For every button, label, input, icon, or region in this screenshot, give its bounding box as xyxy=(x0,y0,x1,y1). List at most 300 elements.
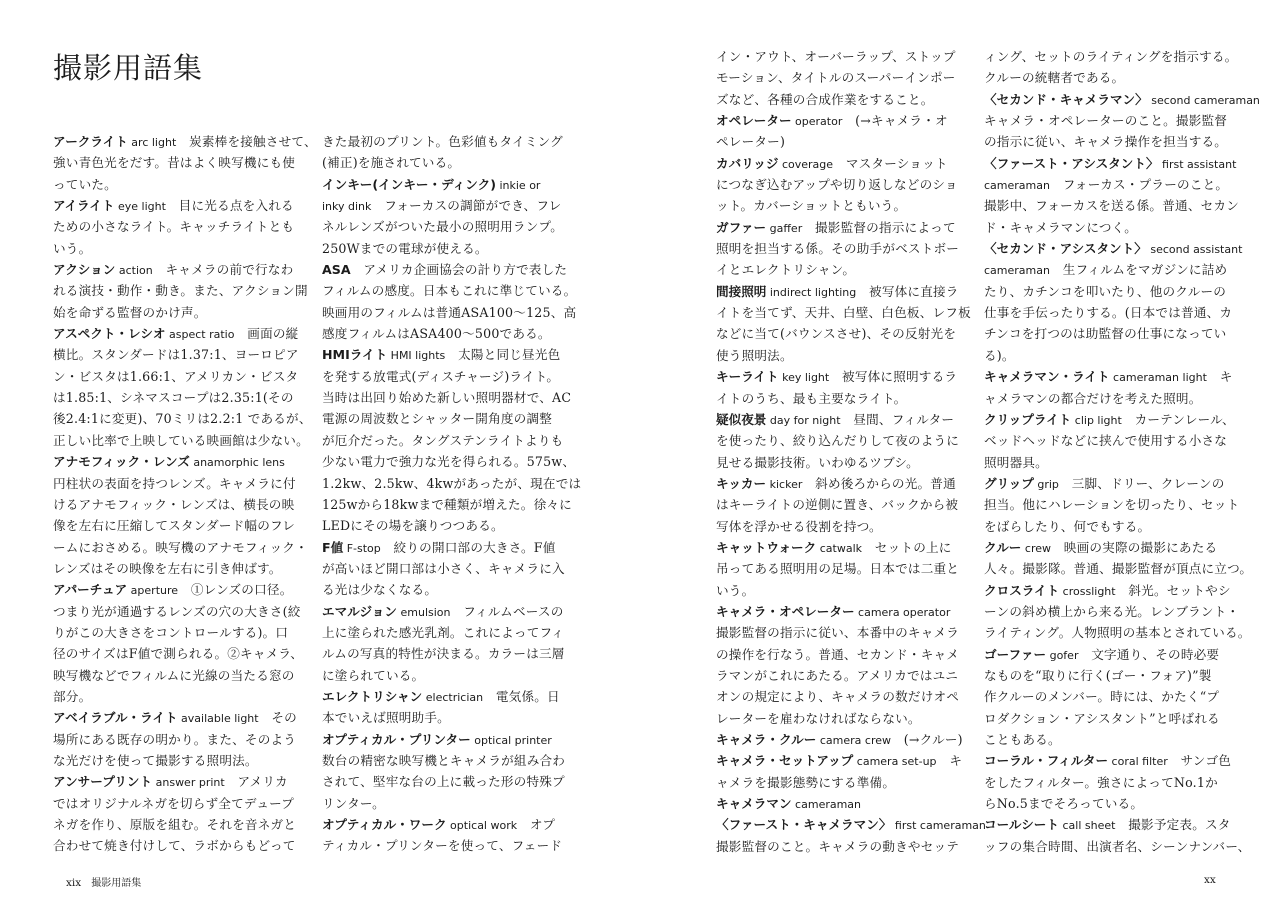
term-heading: エマルジョン xyxy=(322,603,397,619)
definition-text: 数台の精密な映写機とキャメラが組み合わ xyxy=(322,752,566,768)
text-line xyxy=(53,793,305,814)
text-line xyxy=(322,451,574,472)
term-heading: 間接照明 xyxy=(716,283,767,299)
text-line xyxy=(984,793,1236,814)
definition-text: 撮影監督の指示によって xyxy=(802,219,956,235)
term-heading: アンサープリント xyxy=(53,774,153,790)
definition-text: セットの上に xyxy=(862,539,952,555)
text-line xyxy=(984,772,1236,793)
term-english: grip xyxy=(1033,477,1059,491)
term-english: camera operator xyxy=(854,605,951,619)
definition-text: 絞りの開口部の大きさ。F値 xyxy=(380,539,556,555)
term-english: F-stop xyxy=(343,541,381,555)
definition-text: ャメラマンの都合だけを考えた照明。 xyxy=(984,390,1202,406)
term-heading: 疑似夜景 xyxy=(716,411,767,427)
glossary-column-1 xyxy=(53,131,317,857)
text-line xyxy=(53,387,305,408)
text-line xyxy=(716,217,968,238)
text-line xyxy=(322,259,574,280)
text-line xyxy=(322,387,574,408)
term-heading: グリップ xyxy=(984,475,1034,491)
term-heading: 〈ファースト・アシスタント〉 xyxy=(984,155,1159,171)
term-heading: ゴーファー xyxy=(984,646,1047,662)
definition-text: きた最初のプリント。色彩値もタイミング xyxy=(322,134,563,149)
definition-text: 径のサイズはF値で測られる。②キャメラ、 xyxy=(53,646,304,662)
text-line xyxy=(53,344,305,365)
definition-text: 照明を担当する係。その助手がベストボー xyxy=(716,241,960,257)
definition-text: イとエレクトリシャン。 xyxy=(716,262,856,278)
page-title: 撮影用語集 xyxy=(53,51,204,85)
definition-text: をしたフィルター。強さによってNo.1か xyxy=(984,774,1218,790)
text-line xyxy=(322,430,574,451)
definition-text: 上に塗られた感光乳剤。これによってフィ xyxy=(322,624,565,640)
definition-text: フィルムベースの xyxy=(450,603,564,619)
text-line xyxy=(984,708,1236,729)
term-heading: F値 xyxy=(322,539,344,555)
text-line xyxy=(53,473,305,494)
definition-text: 電気係。日 xyxy=(483,688,560,704)
definition-text: を使ったり、絞り込んだりして夜のように xyxy=(716,433,960,449)
text-line xyxy=(716,750,968,771)
text-line xyxy=(716,259,968,280)
definition-text: 後2.4:1に変更)、70ミリは2.2:1 であるが、 xyxy=(53,411,312,427)
term-heading: キャメラ・セットアップ xyxy=(716,753,854,769)
definition-text: こともある。 xyxy=(984,732,1061,747)
definition-text: キャメラの前で行なわ xyxy=(152,262,294,278)
text-line xyxy=(716,195,968,216)
definition-text: アメリカ企画協会の計り方で表した xyxy=(350,262,568,278)
definition-text: クルーの統轄者である。 xyxy=(984,70,1125,86)
definition-text: 昼間、フィルター xyxy=(840,411,955,427)
term-english: crew xyxy=(1021,541,1051,555)
definition-text: フォーカス・プラーのこと。 xyxy=(1049,177,1229,193)
term-heading: キャットウォーク xyxy=(716,539,817,555)
definition-text: 被写体に照明するラ xyxy=(829,369,958,385)
text-line xyxy=(984,110,1236,131)
definition-text: つまり光が通過するレンズの穴の大きさ(絞 xyxy=(53,603,301,619)
term-english: camera crew xyxy=(816,734,891,747)
definition-text: (補正)を施されている。 xyxy=(322,155,461,171)
glossary-column-2 xyxy=(322,131,582,857)
definition-text: オプ xyxy=(517,817,556,832)
definition-text: 始を命ずる監督のかけ声。 xyxy=(53,304,207,320)
text-line xyxy=(716,729,968,750)
definition-text: 少ない電力で強力な光を得られる。575w、 xyxy=(322,454,576,470)
definition-text: 写体を浮かせる役割を持つ。 xyxy=(716,518,882,534)
definition-text: 太陽と同じ昼光色 xyxy=(445,347,561,363)
term-english: call sheet xyxy=(1059,819,1116,833)
term-english: cameraman xyxy=(984,264,1050,278)
text-line xyxy=(322,280,577,301)
definition-text: 炭素棒を接触させて、 xyxy=(176,134,317,149)
definition-text: ーンの斜め横上から来る光。レンブラント・ xyxy=(984,603,1240,619)
term-english: inky dink xyxy=(322,200,372,214)
term-heading: アクション xyxy=(53,262,116,278)
text-line xyxy=(984,836,1251,857)
definition-text: 撮影中、フォーカスを送る係。普通、セカン xyxy=(984,198,1239,214)
text-line xyxy=(53,729,305,750)
text-line xyxy=(53,601,305,622)
definition-text: ット。カバーショットともいう。 xyxy=(716,198,907,214)
text-line xyxy=(716,516,968,537)
text-line xyxy=(984,195,1239,216)
definition-text: 斜め後ろからの光。普通 xyxy=(802,475,956,491)
term-english: gofer xyxy=(1046,648,1079,662)
term-english: action xyxy=(115,264,153,278)
term-heading: アスペクト・レシオ xyxy=(53,326,166,342)
definition-text: につなぎ込むアップや切り返しなどのショ xyxy=(716,177,958,193)
term-heading: キーライト xyxy=(716,369,779,385)
text-line xyxy=(322,494,574,515)
definition-text: リンター。 xyxy=(322,795,385,811)
text-line xyxy=(984,814,1236,835)
text-line xyxy=(984,302,1236,323)
text-line xyxy=(984,153,1236,174)
text-line xyxy=(322,707,574,728)
definition-text: いう。 xyxy=(53,240,92,256)
term-heading: クロスライト xyxy=(984,582,1060,598)
definition-text: をばらしたり、何でもする。 xyxy=(984,518,1151,534)
text-line xyxy=(53,558,305,579)
definition-text: 三脚、ドリー、クレーンの xyxy=(1058,475,1225,491)
term-heading: 〈セカンド・アシスタント〉 xyxy=(984,241,1147,257)
definition-text: キ xyxy=(1206,369,1233,385)
text-line xyxy=(716,644,968,665)
definition-text: 作クルーのメンバー。時には、かたく“プ xyxy=(984,689,1220,705)
text-line xyxy=(53,131,317,152)
definition-text: ラマンがこれにあたる。アメリカではユニ xyxy=(716,667,959,683)
term-english: cameraman xyxy=(984,179,1050,193)
text-line xyxy=(322,558,574,579)
definition-text: キ xyxy=(936,753,963,769)
definition-text: 画面の縦 xyxy=(234,326,299,342)
text-line xyxy=(53,771,305,792)
term-english: emulsion xyxy=(397,605,451,619)
definition-text: 斜光。セットやシ xyxy=(1115,582,1231,598)
text-line xyxy=(322,601,574,622)
definition-text: フォーカスの調節ができ、フレ xyxy=(371,198,562,214)
text-line xyxy=(984,665,1236,686)
definition-text: 人々。撮影隊。普通、撮影監督が頂点に立つ。 xyxy=(984,561,1253,577)
text-line xyxy=(53,451,305,472)
text-line xyxy=(716,409,968,430)
definition-text: キャメラ・オペレーターのこと。撮影監督 xyxy=(984,113,1228,129)
definition-text: 合わせて焼き付けして、ラボからもどって xyxy=(53,838,296,854)
definition-text: 電源の周波数とシャッター開角度の調整 xyxy=(322,411,553,427)
text-line xyxy=(322,835,574,856)
term-heading: コーラル・フィルター xyxy=(984,753,1109,769)
term-heading: エレクトリシャン xyxy=(322,688,423,704)
text-line xyxy=(53,216,305,237)
term-heading: カバリッジ xyxy=(716,155,779,171)
definition-text: 目に光る点を入れる xyxy=(165,198,294,214)
text-line xyxy=(716,494,968,515)
definition-text: オンの規定により、キャメラの数だけオペ xyxy=(716,689,960,705)
definition-text: (→クルー) xyxy=(891,732,963,747)
definition-text: 部分。 xyxy=(53,688,92,704)
definition-text: 映画の実際の撮影にあたる xyxy=(1051,539,1218,555)
text-line xyxy=(984,430,1236,451)
text-line xyxy=(322,302,577,323)
definition-text: ロダクション・アシスタント”と呼ばれる xyxy=(984,710,1220,726)
term-english: HMI lights xyxy=(387,349,446,363)
text-line xyxy=(716,622,968,643)
definition-text: ペレーター) xyxy=(716,134,786,150)
term-english: gaffer xyxy=(766,221,803,235)
definition-text: ための小さなライト。キャッチライトとも xyxy=(53,219,295,235)
term-english: anamorphic lens xyxy=(189,456,285,470)
text-line xyxy=(322,537,574,558)
text-line xyxy=(716,708,968,729)
text-line xyxy=(984,409,1236,430)
text-line xyxy=(53,537,308,558)
definition-text: 文字通り、その時必要 xyxy=(1078,646,1220,662)
text-line xyxy=(53,707,305,728)
glossary-column-3 xyxy=(716,46,986,857)
definition-text: イトを当てず、天井、白壁、白色板、レフ板 xyxy=(716,305,971,321)
definition-text: けるアナモフィック・レンズは、横長の映 xyxy=(53,496,295,512)
text-line xyxy=(984,537,1236,558)
definition-text: ズなど、各種の合成作業をすること。 xyxy=(716,91,934,107)
definition-text: 撮影予定表。スタ xyxy=(1115,817,1231,833)
text-line xyxy=(53,152,305,173)
term-english: clip light xyxy=(1071,413,1122,427)
term-heading: 〈ファースト・キャメラマン〉 xyxy=(716,817,892,833)
definition-text: 被写体に直接ラ xyxy=(856,283,959,299)
text-line xyxy=(716,558,968,579)
text-line xyxy=(322,473,582,494)
page-number-right: xx xyxy=(1204,874,1216,886)
term-heading: ASA xyxy=(322,262,351,278)
definition-text: ッフの集合時間、出演者名、シーンナンバー、 xyxy=(984,838,1251,854)
definition-text: 照明器具。 xyxy=(984,454,1048,470)
text-line xyxy=(322,793,574,814)
text-line xyxy=(984,46,1236,67)
text-line xyxy=(322,131,574,152)
term-english: aspect ratio xyxy=(165,328,235,342)
text-line xyxy=(53,686,305,707)
text-line xyxy=(53,408,312,429)
term-english: cameraman xyxy=(791,798,862,812)
definition-text: の操作を行なう。普通、セカンド・キャメ xyxy=(716,646,960,662)
term-english: first cameraman xyxy=(891,819,986,833)
text-line xyxy=(322,408,574,429)
definition-text: などに当て(バウンスさせ)、その反射光を xyxy=(716,326,957,342)
definition-text: レーターを雇わなければならない。 xyxy=(716,710,921,726)
definition-text: なものを“取りに行く(ゴー・フォア)”製 xyxy=(984,667,1212,683)
definition-text: ライティング。人物照明の基本とされている。 xyxy=(984,625,1251,641)
text-line xyxy=(984,558,1253,579)
definition-text: されて、堅牢な台の上に載った形の特殊プ xyxy=(322,774,565,790)
text-line xyxy=(716,473,968,494)
text-line xyxy=(322,750,574,771)
term-heading: アナモフィック・レンズ xyxy=(53,454,190,470)
definition-text: ン・ビスタは1.66:1、アメリカン・ビスタ xyxy=(53,368,299,384)
definition-text: チンコを打つのは助監督の仕事になってい xyxy=(984,326,1227,342)
text-line xyxy=(984,259,1236,280)
text-line xyxy=(984,366,1236,387)
definition-text: たり、カチンコを叩いたり、他のクルーの xyxy=(984,283,1227,299)
term-heading: クルー xyxy=(984,539,1022,555)
definition-text: 見せる撮影技術。いわゆるツブシ。 xyxy=(716,454,919,470)
definition-text: 感度フィルムはASA400〜500である。 xyxy=(322,326,551,342)
definition-text: 映写機などでフィルムに光線の当たる窓の xyxy=(53,667,295,683)
term-english: coverage xyxy=(778,157,834,171)
definition-text: 生フィルムをマガジンに詰め xyxy=(1049,262,1228,278)
definition-text: イン・アウト、オーバーラップ、ストップ xyxy=(716,49,956,64)
text-line xyxy=(984,323,1236,344)
term-english: eye light xyxy=(114,200,166,214)
page-number-left: xix xyxy=(66,877,82,889)
text-line xyxy=(322,323,574,344)
text-line xyxy=(984,238,1243,259)
term-english: optical printer xyxy=(470,733,552,747)
definition-text: 使う照明法。 xyxy=(716,347,793,363)
definition-text: ベッドヘッドなどに挟んで使用する小さな xyxy=(984,433,1228,449)
text-line xyxy=(53,174,305,195)
definition-text: が高いほど開口部は小さく、キャメラに入 xyxy=(322,560,565,576)
term-english: second cameraman xyxy=(1147,93,1260,107)
text-line xyxy=(322,174,574,195)
text-line xyxy=(716,238,968,259)
text-line xyxy=(322,665,574,686)
definition-text: に塗られている。 xyxy=(322,667,425,683)
text-line xyxy=(322,579,574,600)
text-line xyxy=(716,67,968,88)
text-line xyxy=(716,430,968,451)
definition-text: る光は少なくなる。 xyxy=(322,582,438,598)
text-line xyxy=(984,622,1251,643)
text-line xyxy=(53,494,305,515)
text-line xyxy=(53,259,305,280)
definition-text: 円柱状の表面を持つレンズ。キャメラに付 xyxy=(53,475,296,491)
text-line xyxy=(53,366,305,387)
text-line xyxy=(716,345,968,366)
term-heading: キッカー xyxy=(716,475,767,491)
glossary-column-4 xyxy=(984,46,1260,857)
text-line xyxy=(322,366,574,387)
text-line xyxy=(984,281,1236,302)
definition-text: 横比。スタンダードは1.37:1、ヨーロピア xyxy=(53,347,299,363)
text-line xyxy=(716,814,986,835)
text-line xyxy=(716,601,968,622)
term-english: answer print xyxy=(152,776,225,790)
text-line xyxy=(322,771,574,792)
term-heading: アークライト xyxy=(53,134,128,149)
text-line xyxy=(984,131,1236,152)
text-line xyxy=(322,729,574,750)
definition-text: 像を左右に圧縮してスタンダード幅のフレ xyxy=(53,518,296,534)
text-line xyxy=(53,835,305,856)
text-line xyxy=(984,686,1236,707)
definition-text: 250Wまでの電球が使える。 xyxy=(322,240,488,256)
text-line xyxy=(716,686,968,707)
footer-left xyxy=(66,874,141,889)
term-english: inkie or xyxy=(495,178,541,192)
text-line xyxy=(53,195,305,216)
text-line xyxy=(716,452,968,473)
text-line xyxy=(984,89,1260,110)
text-line xyxy=(53,750,305,771)
text-line xyxy=(322,643,574,664)
text-line xyxy=(716,174,968,195)
text-line xyxy=(716,281,968,302)
definition-text: 正しい比率で上映している映画館は少ない。 xyxy=(53,432,309,448)
definition-text: ではオリジナルネガを切らず全てデュープ xyxy=(53,795,295,811)
term-heading: オペレーター xyxy=(716,113,792,129)
definition-text: いう。 xyxy=(716,582,755,598)
text-line xyxy=(716,89,968,110)
definition-text: の指示に従い、キャメラ操作を担当する。 xyxy=(984,134,1228,150)
definition-text: る)。 xyxy=(984,347,1015,363)
text-line xyxy=(322,152,574,173)
term-heading: ガファー xyxy=(716,219,767,235)
text-line xyxy=(322,344,574,365)
text-line xyxy=(984,217,1236,238)
text-line xyxy=(53,515,305,536)
text-line xyxy=(53,579,305,600)
text-line xyxy=(984,580,1236,601)
text-line xyxy=(984,516,1236,537)
definition-text: っていた。 xyxy=(53,176,117,192)
term-heading: アイライト xyxy=(53,198,115,214)
definition-text: ネルレンズがついた最小の照明用ランプ。 xyxy=(322,219,564,235)
text-line xyxy=(716,665,968,686)
text-line xyxy=(984,644,1236,665)
text-line xyxy=(716,537,968,558)
text-line xyxy=(984,345,1236,366)
text-line xyxy=(322,515,574,536)
text-line xyxy=(716,46,968,67)
definition-text: その xyxy=(258,710,297,726)
text-line xyxy=(322,622,574,643)
definition-text: イトのうち、最も主要なライト。 xyxy=(716,390,907,406)
definition-text: ームにおさめる。映写機のアナモフィック・ xyxy=(53,539,308,555)
term-heading: オプティカル・ワーク xyxy=(322,817,447,832)
text-line xyxy=(716,580,968,601)
definition-text: な光だけを使って撮影する照明法。 xyxy=(53,752,258,768)
definition-text: 当時は出回り始めた新しい照明器材で、AC xyxy=(322,390,572,406)
definition-text: ネガを作り、原版を組む。それを音ネガと xyxy=(53,817,297,832)
definition-text: れる演技・動作・動き。また、アクション開 xyxy=(53,283,308,299)
definition-text: ルムの写真的特性が決まる。カラーは三層 xyxy=(322,646,565,662)
term-heading: アベイラブル・ライト xyxy=(53,710,178,726)
definition-text: サンゴ色 xyxy=(1167,753,1232,769)
text-line xyxy=(716,153,968,174)
definition-text: LEDにその場を譲りつつある。 xyxy=(322,518,504,534)
running-title: 撮影用語集 xyxy=(91,878,142,889)
term-heading: キャメラ・オペレーター xyxy=(716,603,855,619)
text-line xyxy=(53,430,309,451)
text-line xyxy=(984,452,1236,473)
text-line xyxy=(322,814,574,835)
term-heading: 〈セカンド・キャメラマン〉 xyxy=(984,91,1148,107)
term-english: optical work xyxy=(446,819,518,832)
definition-text: りがこの大きさをコントロールする)。口 xyxy=(53,624,289,640)
text-line xyxy=(53,665,305,686)
definition-text: 強い青色光をだす。昔はよく映写機にも使 xyxy=(53,155,296,171)
term-english: catwalk xyxy=(816,541,863,555)
definition-text: フィルムの感度。日本もこれに準じている。 xyxy=(322,283,577,299)
text-line xyxy=(716,793,968,814)
definition-text: 撮影監督のこと。キャメラの動きやセッテ xyxy=(716,838,960,854)
term-english: aperture xyxy=(127,584,179,598)
term-heading: コールシート xyxy=(984,817,1059,833)
text-line xyxy=(322,686,574,707)
term-english: day for night xyxy=(766,413,841,427)
text-line xyxy=(53,814,305,835)
definition-text: 映画用のフィルムは普通ASA100〜125、高 xyxy=(322,304,577,320)
